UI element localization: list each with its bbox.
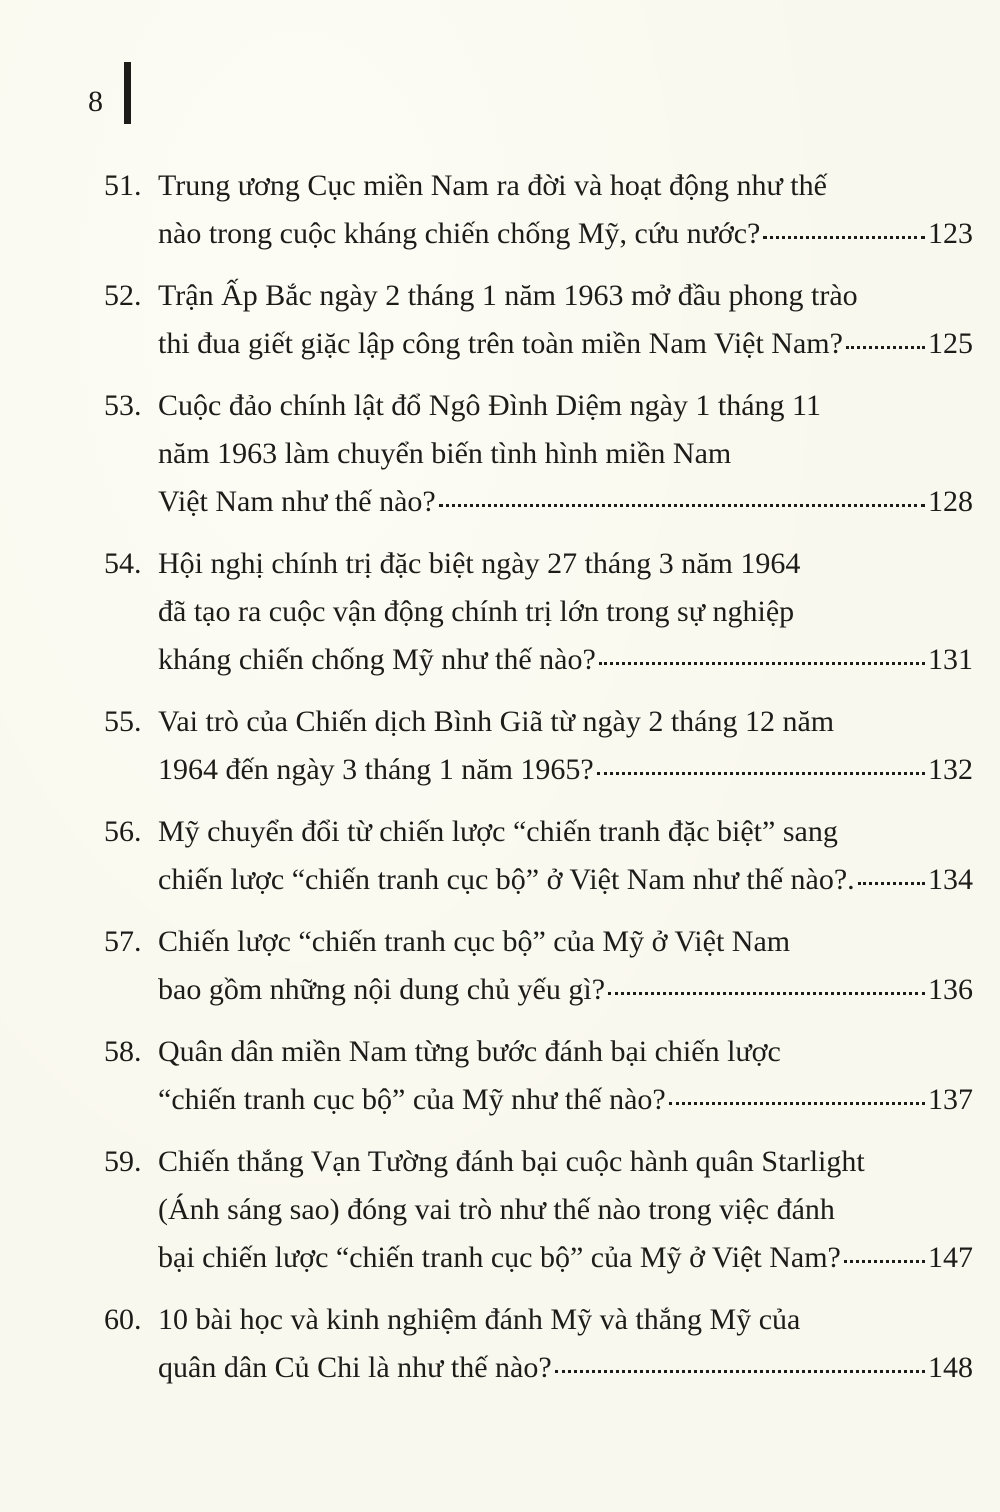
toc-entry-page-ref: 136: [928, 973, 973, 1006]
toc-entry-title: [158, 540, 973, 684]
toc-entry-title-line: Trận Ấp Bắc ngày 2 tháng 1 năm 1963 mở đầu phong trào: [158, 279, 858, 312]
toc-entry-number: 58.: [104, 1035, 142, 1068]
toc-entry-title-line: chiến lược “chiến tranh cục bộ” ở Việt Nam như thế nào?.: [158, 863, 855, 896]
toc-entry-title-line: bao gồm những nội dung chủ yếu gì?: [158, 973, 606, 1006]
toc-entry-title-line: Cuộc đảo chính lật đổ Ngô Đình Diệm ngày 1 tháng 11: [158, 389, 821, 422]
toc-entry-title-line: “chiến tranh cục bộ” của Mỹ như thế nào?: [158, 1083, 666, 1116]
page-number: 8: [88, 85, 103, 118]
toc-entry-page-ref: 134: [928, 863, 973, 896]
toc-entry-page-ref: 148: [928, 1351, 973, 1384]
toc-entry-title: [158, 1138, 973, 1282]
dot-leader: [439, 503, 925, 507]
toc-entry-title-line: Trung ương Cục miền Nam ra đời và hoạt động như thế: [158, 169, 827, 202]
toc-entry-last-line: [158, 966, 973, 1014]
dot-leader: [846, 345, 925, 349]
toc-entry: [0, 540, 1000, 684]
toc-entry-title-line: Mỹ chuyển đổi từ chiến lược “chiến tranh đặc biệt” sang: [158, 815, 838, 848]
toc-entry: [0, 808, 1000, 904]
dot-leader: [608, 991, 925, 995]
toc-entry-number: 55.: [104, 705, 142, 738]
toc-entry: [0, 382, 1000, 526]
toc-entry-last-line: [158, 478, 973, 526]
toc-entry: [0, 162, 1000, 258]
dot-leader: [597, 771, 925, 775]
toc-entry-title-line: đã tạo ra cuộc vận động chính trị lớn trong sự nghiệp: [158, 595, 795, 628]
toc-entry-title-line: kháng chiến chống Mỹ như thế nào?: [158, 643, 596, 676]
toc-entry-title-line: năm 1963 làm chuyển biến tình hình miền Nam: [158, 437, 732, 470]
toc-entry-title-line: (Ánh sáng sao) đóng vai trò như thế nào trong việc đánh: [158, 1193, 835, 1226]
dot-leader: [763, 235, 925, 239]
toc-entry-number: 60.: [104, 1303, 142, 1336]
toc-entry-title-line: nào trong cuộc kháng chiến chống Mỹ, cứu nước?: [158, 217, 761, 250]
toc-entry-last-line: [158, 746, 973, 794]
toc-entry-last-line: [158, 210, 973, 258]
toc-entry-title-line: 10 bài học và kinh nghiệm đánh Mỹ và thắng Mỹ của: [158, 1303, 801, 1336]
toc-entry-number: 53.: [104, 389, 142, 422]
toc-entry-title: [158, 808, 973, 904]
toc-entry-last-line: [158, 636, 973, 684]
toc-entry-title: [158, 698, 973, 794]
toc-entry-title-line: Chiến lược “chiến tranh cục bộ” của Mỹ ở Việt Nam: [158, 925, 791, 958]
toc-entry: [0, 1028, 1000, 1124]
dot-leader: [844, 1259, 925, 1263]
toc-entry-title-line: Vai trò của Chiến dịch Bình Giã từ ngày 2 tháng 12 năm: [158, 705, 835, 738]
toc-entry-title-line: Chiến thắng Vạn Tường đánh bại cuộc hành quân Starlight: [158, 1145, 865, 1178]
toc-entry-number: 54.: [104, 547, 142, 580]
header-rule: [124, 62, 131, 124]
table-of-contents: [0, 162, 1000, 1406]
dot-leader: [599, 661, 925, 665]
toc-entry-title: [158, 1028, 973, 1124]
toc-entry-page-ref: 128: [928, 485, 973, 518]
toc-entry-title-line: Việt Nam như thế nào?: [158, 485, 436, 518]
toc-entry-last-line: [158, 1344, 973, 1392]
toc-entry-title: [158, 1296, 973, 1392]
toc-entry-page-ref: 132: [928, 753, 973, 786]
toc-entry: [0, 272, 1000, 368]
toc-entry-title: [158, 162, 973, 258]
toc-entry-page-ref: 125: [928, 327, 973, 360]
toc-entry-title: [158, 918, 973, 1014]
toc-entry-title-line: 1964 đến ngày 3 tháng 1 năm 1965?: [158, 753, 594, 786]
toc-entry-last-line: [158, 856, 973, 904]
toc-entry-title-line: Quân dân miền Nam từng bước đánh bại chiến lược: [158, 1035, 781, 1068]
toc-entry-number: 56.: [104, 815, 142, 848]
toc-entry-number: 52.: [104, 279, 142, 312]
dot-leader: [669, 1101, 925, 1105]
toc-entry-title-line: Hội nghị chính trị đặc biệt ngày 27 tháng 3 năm 1964: [158, 547, 801, 580]
toc-entry-number: 51.: [104, 169, 142, 202]
toc-entry-last-line: [158, 320, 973, 368]
toc-entry-title-line: thi đua giết giặc lập công trên toàn miền Nam Việt Nam?: [158, 327, 843, 360]
toc-entry-title-line: quân dân Củ Chi là như thế nào?: [158, 1351, 552, 1384]
toc-entry: [0, 918, 1000, 1014]
toc-entry: [0, 698, 1000, 794]
toc-entry-page-ref: 137: [928, 1083, 973, 1116]
dot-leader: [555, 1369, 925, 1373]
toc-entry-title-line: bại chiến lược “chiến tranh cục bộ” của Mỹ ở Việt Nam?: [158, 1241, 841, 1274]
dot-leader: [858, 881, 925, 885]
toc-entry-title: [158, 272, 973, 368]
toc-entry: [0, 1138, 1000, 1282]
toc-entry-number: 57.: [104, 925, 142, 958]
toc-entry-page-ref: 123: [928, 217, 973, 250]
toc-entry: [0, 1296, 1000, 1392]
toc-entry-page-ref: 131: [928, 643, 973, 676]
toc-entry-page-ref: 147: [928, 1241, 973, 1274]
toc-entry-number: 59.: [104, 1145, 142, 1178]
toc-entry-last-line: [158, 1076, 973, 1124]
toc-entry-last-line: [158, 1234, 973, 1282]
toc-entry-title: [158, 382, 973, 526]
